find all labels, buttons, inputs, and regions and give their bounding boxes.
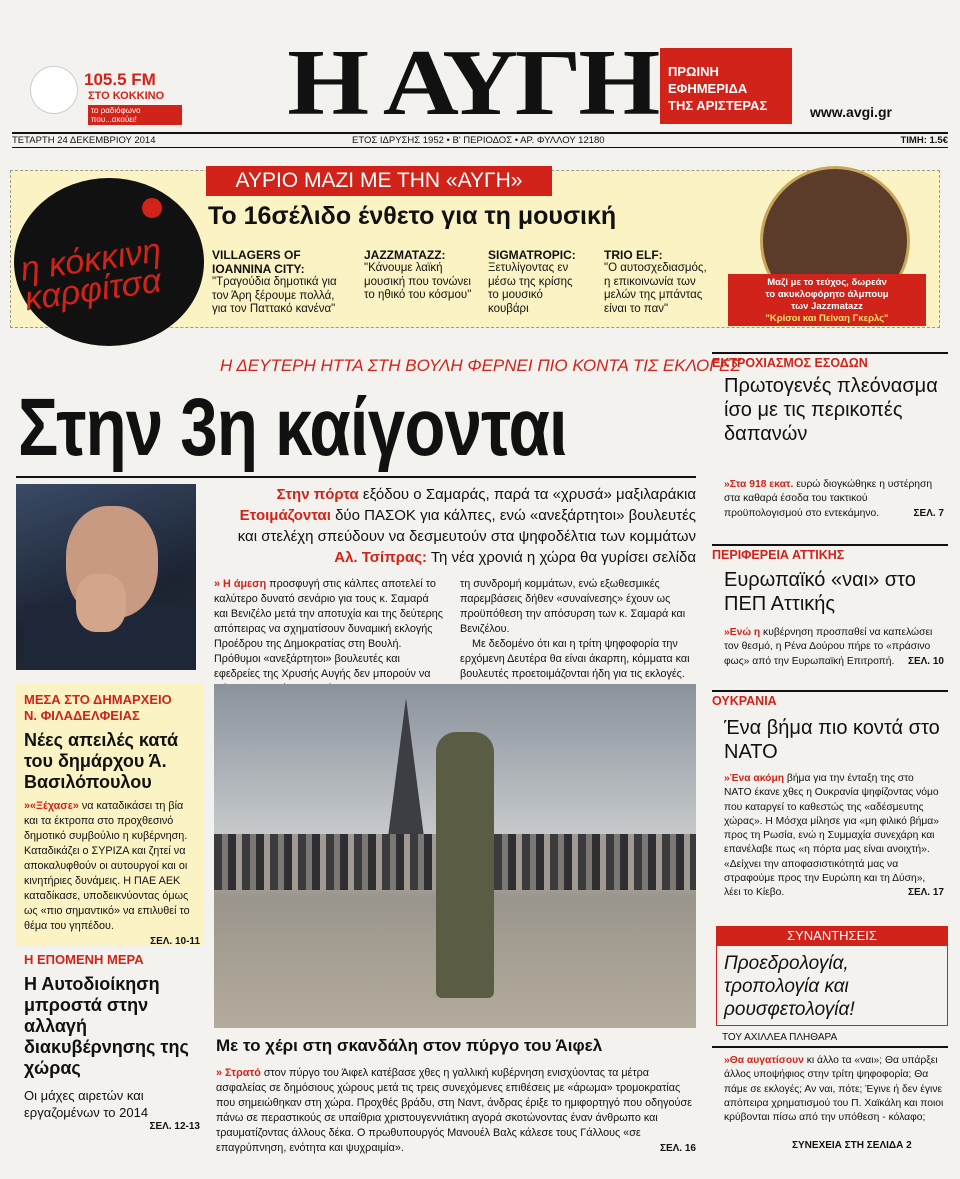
newspaper-title: Η ΑΥΓΗ: [287, 31, 657, 135]
headline[interactable]: Ευρωπαϊκό «ναι» στο ΠΕΠ Αττικής: [724, 569, 916, 615]
headline[interactable]: Ένα βήμα πιο κοντά στο ΝΑΤΟ: [724, 717, 940, 763]
body-text: Οι μάχες αιρετών και εργαζομένων το 2014: [24, 1088, 149, 1120]
arrow-icon: »: [24, 800, 31, 812]
item-text: "Ο αυτοσχεδιασμός, η επικοινωνία των μελών της μπάντας είναι το παν": [604, 262, 707, 315]
website-link[interactable]: www.avgi.gr: [810, 104, 892, 120]
radio-ad[interactable]: [22, 64, 182, 124]
tagline-line: ΠΡΩΙΝΗ: [668, 64, 719, 79]
item-head: VILLAGERS OF IOANNINA CITY:: [212, 248, 305, 276]
body-text: στον πύργο του Άιφελ κατέβασε χθες η γαλλική κυβέρνηση ενισχύοντας τα μέτρα ασφαλείας σε δημόσιους χώρους μετά τις τρεις συνεχόμενες επιθέσεις με «άρωμα» τρομοκρατίας που σημειώθηκαν στη χώρα. Προχθές βράδυ, στη Ναντ, άνδρας έριξε το ημιφορτηγό που οδηγούσε πάνω σε περαστικούς σε υπαίθρια χριστουγεννιάτικη αγορά σκοτώνοντας έναν άνθρωπο και τραυματίζοντας άλλους δέκα. Ο πρωθυπουργός Μανουέλ Βαλς κάλεσε τους Γάλλους «σε επαγρύπνηση, ενότητα και ψυχραιμία».: [216, 1067, 692, 1154]
body-red: Ένα ακόμη: [729, 773, 785, 784]
caption-line: το ακυκλοφόρητο άλμπουμ: [765, 289, 889, 300]
supplement-banner: ΑΥΡΙΟ ΜΑΖΙ ΜΕ ΤΗΝ «ΑΥΓΗ»: [206, 166, 552, 196]
body-text: Με δεδομένο ότι και η τρίτη ψηφοφορία την ερχόμενη Δευτέρα θα είναι άκαρπη, κόμματα και βουλευτές προετοιμάζονται ήδη για τις εκλογές.: [460, 638, 690, 680]
radio-slogan: το ραδιόφωνο που...ακούει!: [88, 105, 182, 125]
album-caption: [728, 274, 926, 326]
photo-headline[interactable]: Με το χέρι στη σκανδάλη στον πύργο του Άιφελ: [216, 1036, 603, 1055]
column-headline[interactable]: Προεδρολογία, τροπολογία και ρουσφετολογία!: [724, 953, 855, 1020]
lead-kicker: Η ΔΕΥΤΕΡΗ ΗΤΤΑ ΣΤΗ ΒΟΥΛΗ ΦΕΡΝΕΙ ΠΙΟ ΚΟΝΤΑ ΤΙΣ ΕΚΛΟΓΕΣ: [220, 356, 741, 375]
radio-logo-icon: [30, 66, 78, 114]
dateline: [12, 132, 948, 148]
item-text: "Κάνουμε λαϊκή μουσική που τονώνει το ηθικό του κόσμου": [364, 262, 472, 301]
kicker: ΠΕΡΙΦΕΡΕΙΑ ΑΤΤΙΚΗΣ: [712, 548, 845, 562]
lead-headline[interactable]: Στην 3η καίγονται: [18, 382, 567, 473]
supplement-logo: [14, 178, 204, 346]
arrow-icon: »: [724, 627, 730, 638]
lede-text: δύο ΠΑΣΟΚ για κάλπες, ενώ «ανεξάρτητοι» βουλευτές: [330, 507, 696, 524]
byline: ΤΟΥ ΑΧΙΛΛΕΑ ΠΛΗΘΑΡΑ: [722, 1032, 838, 1043]
item-head: JAZZMATAZZ:: [364, 248, 446, 262]
supplement-item[interactable]: [604, 248, 716, 316]
headline[interactable]: Πρωτογενές πλεόνασμα ίσο με τις περικοπές δαπανών: [724, 375, 938, 445]
continued-link[interactable]: ΣΥΝΕΧΕΙΑ ΣΤΗ ΣΕΛΙΔΑ 2: [792, 1140, 912, 1151]
column-body: [724, 1054, 944, 1125]
price: ΤΙΜΗ: 1.5€: [900, 135, 948, 146]
issue-date: ΤΕΤΑΡΤΗ 24 ΔΕΚΕΜΒΡΙΟΥ 2014: [12, 135, 156, 146]
photo-hand: [76, 574, 126, 632]
divider: [712, 544, 948, 546]
body-red: Η άμεση: [223, 578, 267, 590]
lead-body-col1: [214, 577, 444, 697]
item-text: Ξετυλίγοντας εν μέσω της κρίσης το μουσικό κουβάρι: [488, 262, 573, 315]
arrow-icon: »: [724, 479, 730, 490]
column-label: ΣΥΝΑΝΤΗΣΕΙΣ: [716, 926, 948, 946]
supplement-item[interactable]: [364, 248, 476, 303]
caption-line: "Κρίσοι και Πείναη Γκερλς": [765, 313, 889, 324]
body-text: τη συνδρομή κομμάτων, ενώ εξωθεσμικές παρεμβάσεις δήθεν «συναίνεσης» έχουν ως προϋπόθεση την απόσυρση των κ. Σαμαρά και Βενιζέλου.: [460, 578, 686, 635]
supplement-logo-text: η κόκκινη καρφίτσα: [18, 231, 164, 319]
body-text: κυβέρνηση προσπαθεί να καπελώσει τον θεσμό, η Ρένα Δούρου πήρε το «πράσινο φως» από την Ευρωπαϊκή Επιτροπή.: [724, 627, 933, 667]
soldier: [436, 732, 494, 998]
lede-text: και στελέχη σπεύδουν να δεσμευτούν στα ψηφοδέλτια των κομμάτων: [237, 528, 696, 545]
page-ref: ΣΕΛ. 17: [907, 887, 944, 899]
kicker: ΜΕΣΑ ΣΤΟ ΔΗΜΑΡΧΕΙΟ: [24, 692, 172, 707]
tagline-line: ΤΗΣ ΑΡΙΣΤΕΡΑΣ: [668, 98, 768, 113]
body-text: ευρώ διογκώθηκε η υστέρηση στα καθαρά έσοδα του τακτικού προϋπολογισμού στο εντεκάμηνο.: [724, 479, 933, 519]
tagline-line: ΕΦΗΜΕΡΙΔΑ: [668, 81, 748, 96]
lede-text: εξόδου ο Σαμαράς, παρά τα «χρυσά» μαξιλαράκια: [358, 486, 696, 503]
page-ref: ΣΕΛ. 12-13: [149, 1121, 200, 1132]
body-text: κι άλλο τα «ναι»; Θα υπάρξει άλλος υποψήφιος στην τρίτη ψηφοφορία; Θα πάμε σε εκλογές; Αν ναι, πότε; Έγινε ή δεν έγινε απόπειρα χρηματισμού του Π. Χαϊκάλη και ποιοι κρύβονται πίσω από την υπόθεση - κόλαφο;: [724, 1055, 944, 1124]
story-body: [724, 626, 944, 669]
arrow-icon: »: [724, 773, 730, 784]
supplement-title: Το 16σέλιδο ένθετο για τη μουσική: [208, 202, 617, 230]
left-story-2[interactable]: [24, 952, 200, 1132]
body-red: Ενώ η: [729, 627, 761, 638]
arrow-icon: »: [216, 1067, 223, 1079]
body-red: Στα 918 εκατ.: [729, 479, 794, 490]
kicker: ΟΥΚΡΑΝΙΑ: [712, 694, 777, 708]
politician-photo: [16, 484, 196, 670]
headline: Η Αυτοδιοίκηση μπροστά στην αλλαγή διακυβέρνησης της χώρας: [24, 974, 189, 1078]
radio-name: ΣΤΟ ΚΟΚΚΙΝΟ: [88, 90, 165, 102]
page-ref: ΣΕΛ. 7: [913, 507, 944, 519]
item-head: SIGMATROPIC:: [488, 248, 576, 262]
lead-body-col2: [460, 577, 696, 697]
divider: [16, 476, 696, 478]
eiffel-photo: [214, 684, 696, 1028]
divider: [712, 1046, 948, 1048]
supplement-item[interactable]: [488, 248, 584, 316]
pin-icon: [142, 198, 162, 218]
body-text: βήμα για την ένταξη της στο ΝΑΤΟ έκανε χθες η Ουκρανία ψηφίζοντας νόμο που καταργεί το καθεστώς της «αδέσμευτης χώρας». Η Μόσχα μίλησε για «μη φιλικό βήμα» προς τη Ρωσία, ενώ η Συμμαχία συνεχάρη και επανέλαβε πως «η πόρτα μας είναι ανοιχτή». «Δείχνει την αποφασιστικότητά μας να στραφούμε προς την Ευρώπη και τη Δύση», λέει το Κίεβο.: [724, 773, 939, 899]
page-ref: ΣΕΛ. 10-11: [150, 936, 200, 947]
story-body: [724, 772, 944, 901]
photo-body: [216, 1066, 696, 1156]
issue-number: ΕΤΟΣ ΙΔΡΥΣΗΣ 1952 • Β' ΠΕΡΙΟΔΟΣ • ΑΡ. ΦΥΛΛΟΥ 12180: [352, 135, 605, 146]
kicker: Η ΕΠΟΜΕΝΗ ΜΕΡΑ: [24, 952, 144, 967]
supplement-item[interactable]: [212, 248, 347, 317]
page-ref: ΣΕΛ. 10: [907, 655, 944, 667]
page-ref: ΣΕΛ. 16: [659, 1143, 696, 1154]
item-head: TRIO ELF:: [604, 248, 663, 262]
lede-red: Στην πόρτα: [276, 486, 359, 503]
radio-frequency: 105.5 FM: [84, 70, 156, 89]
arrow-icon: »: [214, 578, 221, 590]
caption-line: των Jazzmatazz: [791, 301, 863, 312]
body-red: «Ξέχασε»: [30, 800, 79, 812]
lede-red: Ετοιμάζονται: [239, 507, 331, 524]
left-story[interactable]: [24, 692, 200, 947]
tagline-box: [660, 48, 792, 124]
caption-line: Μαζί με το τεύχος, δωρεάν: [767, 277, 887, 288]
item-text: "Τραγούδια δημοτικά για τον Άρη ξέρουμε πολλά, για τον Παττακό κανένα": [212, 276, 337, 315]
story-body: [724, 478, 944, 521]
headline: Νέες απειλές κατά του δημάρχου Ά. Βασιλόπουλου: [24, 730, 179, 792]
arrow-icon: »: [724, 1055, 730, 1066]
body-text: να καταδικάσει τη βία και τα έκτροπα στο προχθεσινό δημοτικό συμβούλιο η κυβέρνηση. Καταδικάζει ο ΣΥΡΙΖΑ και ζητεί να αποκαλυφθούν οι αυτουργοί και οι κινητήριες δυνάμεις. Η ΠΑΕ ΑΕΚ καταδίκασε, υποδεικνύοντας όμως ως «πιο σημαντικό» να επιλυθεί το θέμα του γηπέδου.: [24, 800, 190, 932]
kicker: Ν. ΦΙΛΑΔΕΛΦΕΙΑΣ: [24, 708, 140, 723]
lead-summary: [206, 484, 696, 568]
lede-text: Τη νέα χρονιά η χώρα θα γυρίσει σελίδα: [427, 549, 696, 566]
body-red: Στρατό: [225, 1067, 261, 1079]
kicker: ΕΚΤΡΟΧΙΑΣΜΟΣ ΕΣΟΔΩΝ: [712, 356, 868, 370]
body-text: προσφυγή στις κάλπες αποτελεί το καλύτερο δυνατό σενάριο για τους κ. Σαμαρά και Βενιζέλο μετά την αποτυχία και της δεύτερης απόπειρας να σχηματίσουν δυναμική εκλογής Προέδρου της Δημοκρατίας στη Βουλή. Πρόθυμοι «ανεξάρτητοι» βουλευτές και εφεδρείες της Χρυσής Αυγής δεν μπορούν να: [214, 578, 443, 680]
divider: [712, 352, 948, 354]
body-red: Θα αυγατίσουν: [729, 1055, 804, 1066]
lede-red: Αλ. Τσίπρας:: [334, 549, 428, 566]
divider: [712, 690, 948, 692]
